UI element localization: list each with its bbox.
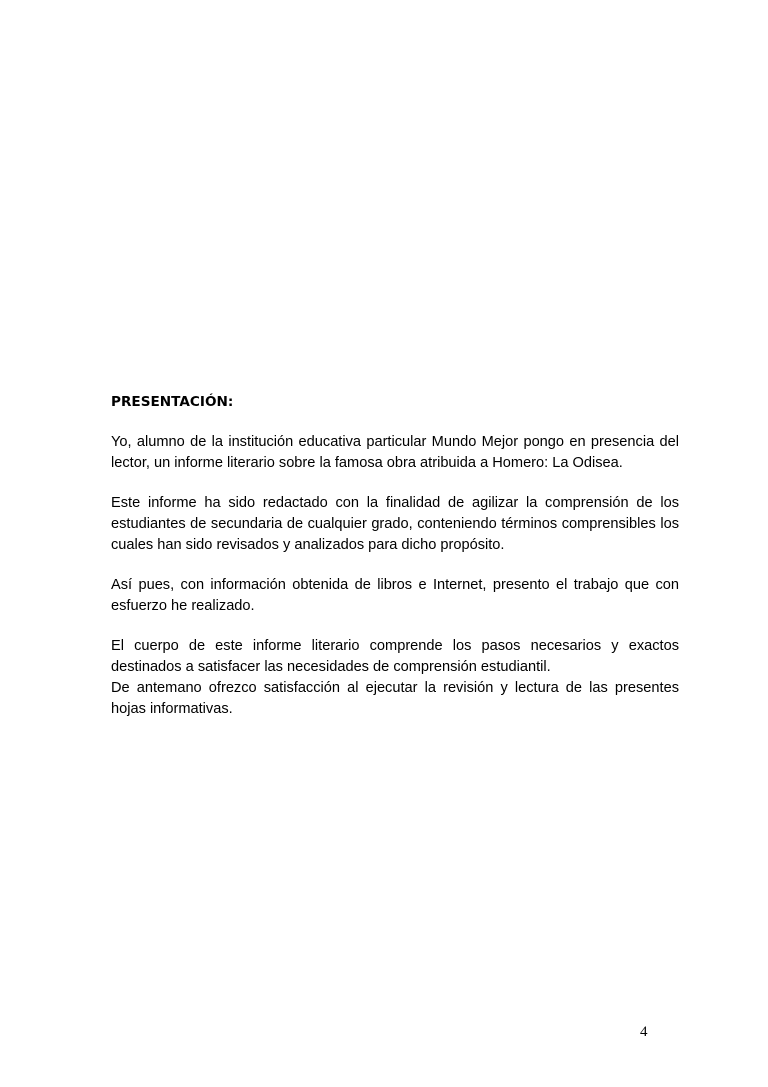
document-body (111, 392, 679, 720)
paragraph-content: El cuerpo de este informe literario comprende los pasos necesarios y exactos destinados a satisfacer las necesidades de comprensión estudiantil. (111, 638, 679, 675)
paragraph-closing: De antemano ofrezco satisfacción al ejecutar la revisión y lectura de las presentes hojas informativas. (111, 680, 679, 717)
paragraph-purpose: Este informe ha sido redactado con la finalidad de agilizar la comprensión de los estudiantes de secundaria de cualquier grado, conteniendo términos comprensibles los cuales han sido revisados y analizados para dicho propósito. (111, 495, 679, 553)
page-number: 4 (640, 1024, 648, 1040)
section-heading: PRESENTACIÓN: (111, 394, 234, 410)
paragraph-sources: Así pues, con información obtenida de libros e Internet, presento el trabajo que con esfuerzo he realizado. (111, 577, 679, 614)
paragraph-intro: Yo, alumno de la institución educativa particular Mundo Mejor pongo en presencia del lector, un informe literario sobre la famosa obra atribuida a Homero: La Odisea. (111, 434, 679, 471)
